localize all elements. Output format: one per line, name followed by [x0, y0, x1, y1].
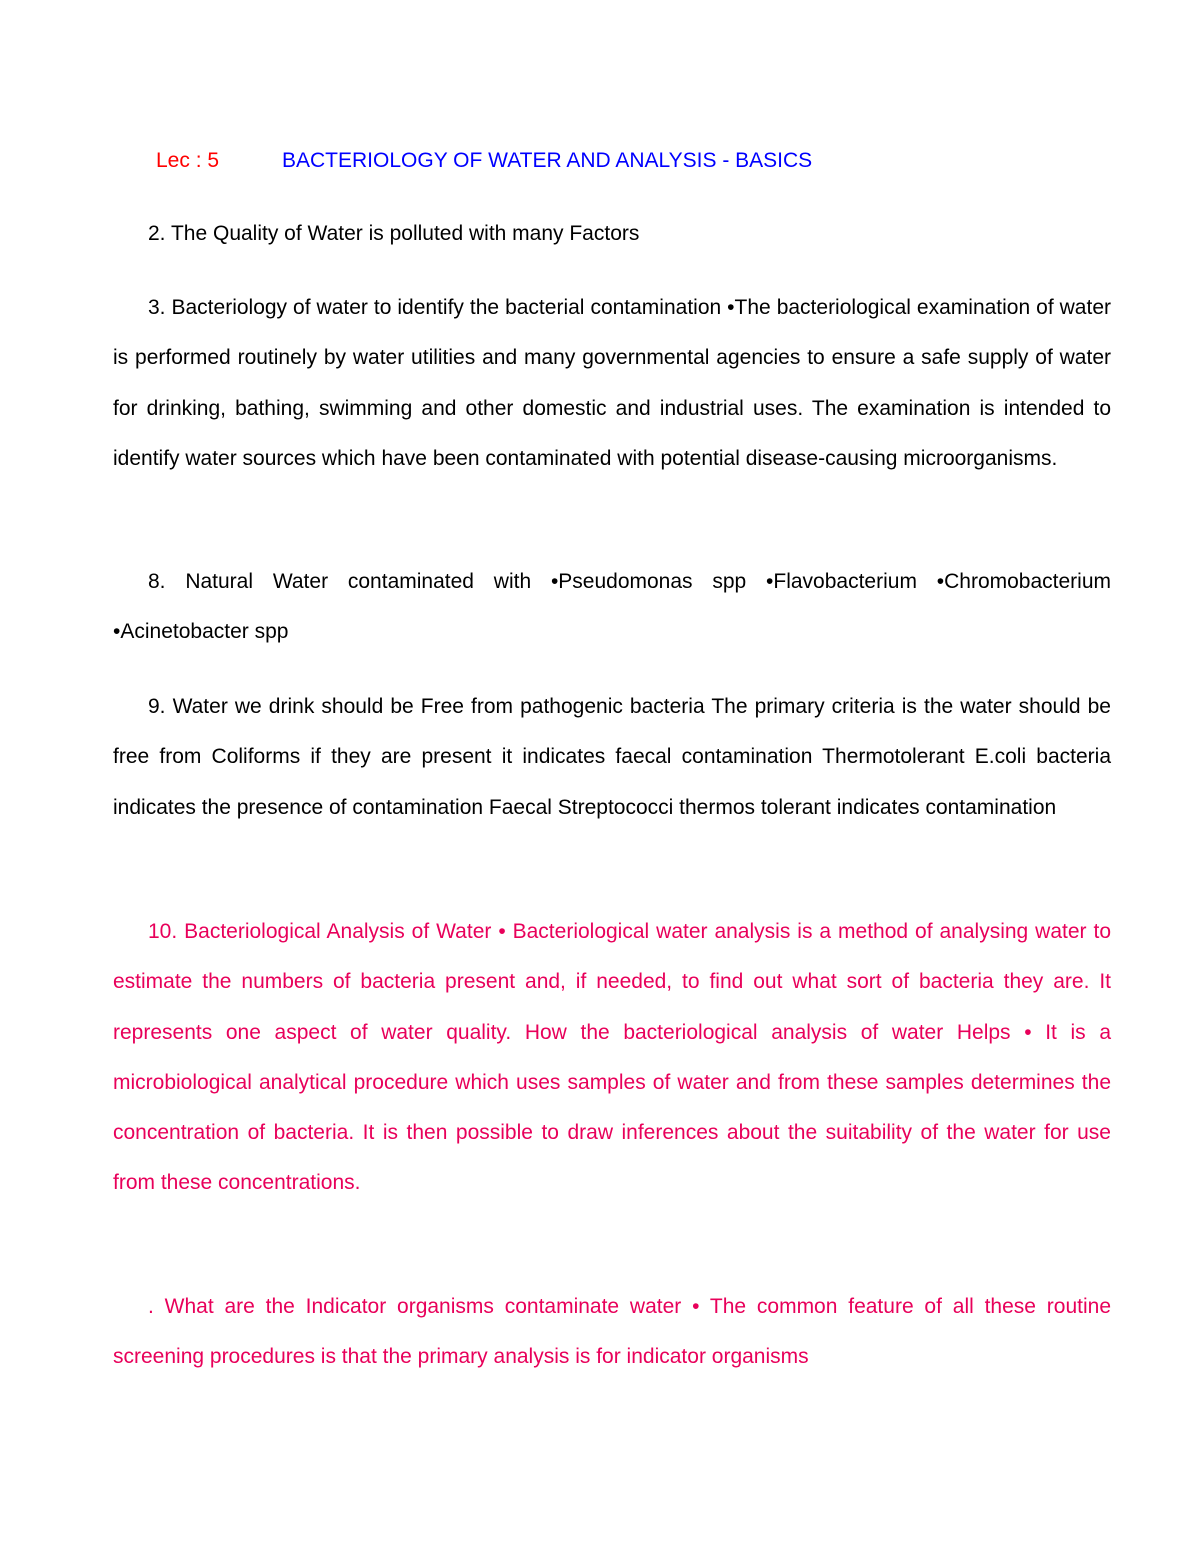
paragraph-10: 10. Bacteriological Analysis of Water • Bacteriological water analysis is a method of analysing water to estimate the numbers of bacteria present and, if needed, to find out what sort of bacteria they are. It represents one aspect of water quality. How the bacteriological analysis of water Helps • It is a microbiological analytical procedure which uses samples of water and from these samples determines the concentration of bacteria. It is then possible to draw inferences about the suitability of the water for use from these concentrations. — [113, 920, 1111, 1195]
paragraph-8: 8. Natural Water contaminated with •Pseudomonas spp •Flavobacterium •Chromobacterium •Acinetobacter spp — [113, 570, 1111, 644]
lecture-number: Lec : 5 — [156, 149, 220, 172]
paragraph-3: 3. Bacteriology of water to identify the bacterial contamination •The bacteriological examination of water is performed routinely by water utilities and many governmental agencies to ensure a safe supply of water for drinking, bathing, swimming and other domestic and industrial uses. The examination is intended to identify water sources which have been contaminated with potential disease-causing microorganisms. — [113, 296, 1111, 470]
paragraph-indicator-organisms: . What are the Indicator organisms contaminate water • The common feature of all these routine screening procedures is that the primary analysis is for indicator organisms — [113, 1295, 1111, 1369]
lecture-heading — [156, 146, 812, 176]
paragraph-2: 2. The Quality of Water is polluted with many Factors — [148, 222, 640, 245]
paragraph-9: 9. Water we drink should be Free from pathogenic bacteria The primary criteria is the water should be free from Coliforms if they are present it indicates faecal contamination Thermotolerant E.coli bacteria indicates the presence of contamination Faecal Streptococci thermos tolerant indicates contamination — [113, 695, 1111, 819]
lecture-title: BACTERIOLOGY OF WATER AND ANALYSIS - BASICS — [282, 149, 813, 172]
